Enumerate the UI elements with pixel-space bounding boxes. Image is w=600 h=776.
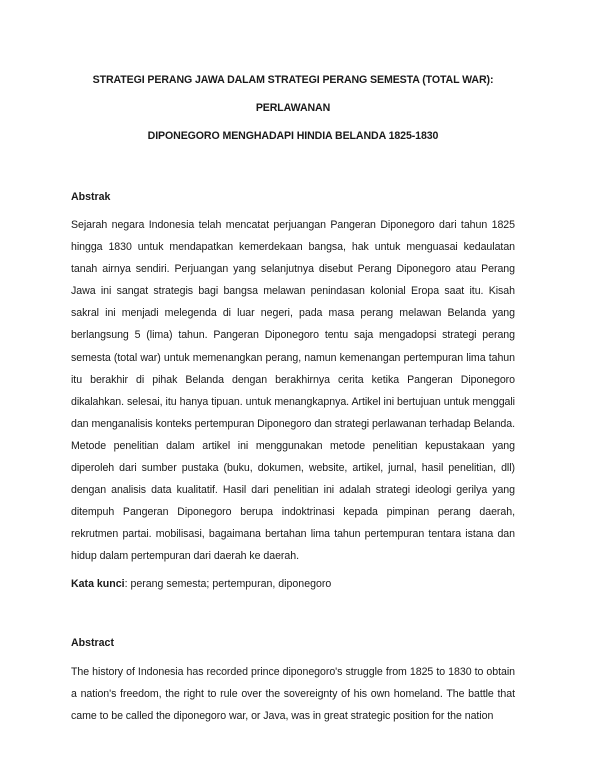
paper-title-line-1: STRATEGI PERANG JAWA DALAM STRATEGI PERANG SEMESTA (TOTAL WAR): PERLAWANAN <box>92 74 494 114</box>
keywords-label: Kata kunci <box>71 577 125 590</box>
abstrak-heading: Abstrak <box>71 191 111 203</box>
abstrak-paragraph: Sejarah negara Indonesia telah mencatat perjuangan Pangeran Diponegoro dari tahun 1825 hingga 1830 untuk mendapatkan kemerdekaan bangsa, hak untuk menguasai kedaulatan tanah airnya sendiri. Perjuangan yang selanjutnya disebut Perang Diponegoro atau Perang Jawa ini sangat strategis bagi bangsa melawan penindasan kolonial Eropa saat itu. Kisah sakral ini menjadi melegenda di luar negeri, pada masa perang melawan Belanda yang berlangsung 5 (lima) tahun. Pangeran Diponegoro tentu saja mengadopsi strategi perang semesta (total war) untuk memenangkan perang, namun kemenangan pertempuran lima tahun itu berakhir di pihak Belanda dengan berakhirnya cerita ketika Pangeran Diponegoro dikalahkan. selesai, itu hanya tipuan. untuk menangkapnya. Artikel ini bertujuan untuk menggali dan menganalisis konteks pertempuran Diponegoro dan strategi perlawanan terhadap Belanda. Metode penelitian dalam artikel ini menggunakan metode penelitian kepustakaan yang diperoleh dari sumber pustaka (buku, dokumen, website, artikel, jurnal, hasil penelitian, dll) dengan analisis data kualitatif. Hasil dari penelitian ini adalah strategi ideologi gerilya yang ditempuh Pangeran Diponegoro berupa indoktrinasi kepada pimpinan perang daerah, rekrutmen partai. mobilisasi, bagaimana bertahan lima tahun pertempuran tentara istana dan hidup dalam pertempuran dari daerah ke daerah. <box>71 219 515 563</box>
abstract-paragraph: The history of Indonesia has recorded prince diponegoro's struggle from 1825 to 1830 to obtain a nation's freedom, the right to rule over the sovereignty of his own homeland. The battle that came to be called the diponegoro war, or Java, was in great strategic position for the nation <box>71 665 515 722</box>
keywords-line <box>71 576 515 592</box>
paper-title-line-2: DIPONEGORO MENGHADAPI HINDIA BELANDA 1825-1830 <box>147 130 439 142</box>
paper-title <box>71 66 515 150</box>
keywords-value: : perang semesta; pertempuran, diponegoro <box>124 577 332 590</box>
abstract-heading: Abstract <box>71 636 114 649</box>
